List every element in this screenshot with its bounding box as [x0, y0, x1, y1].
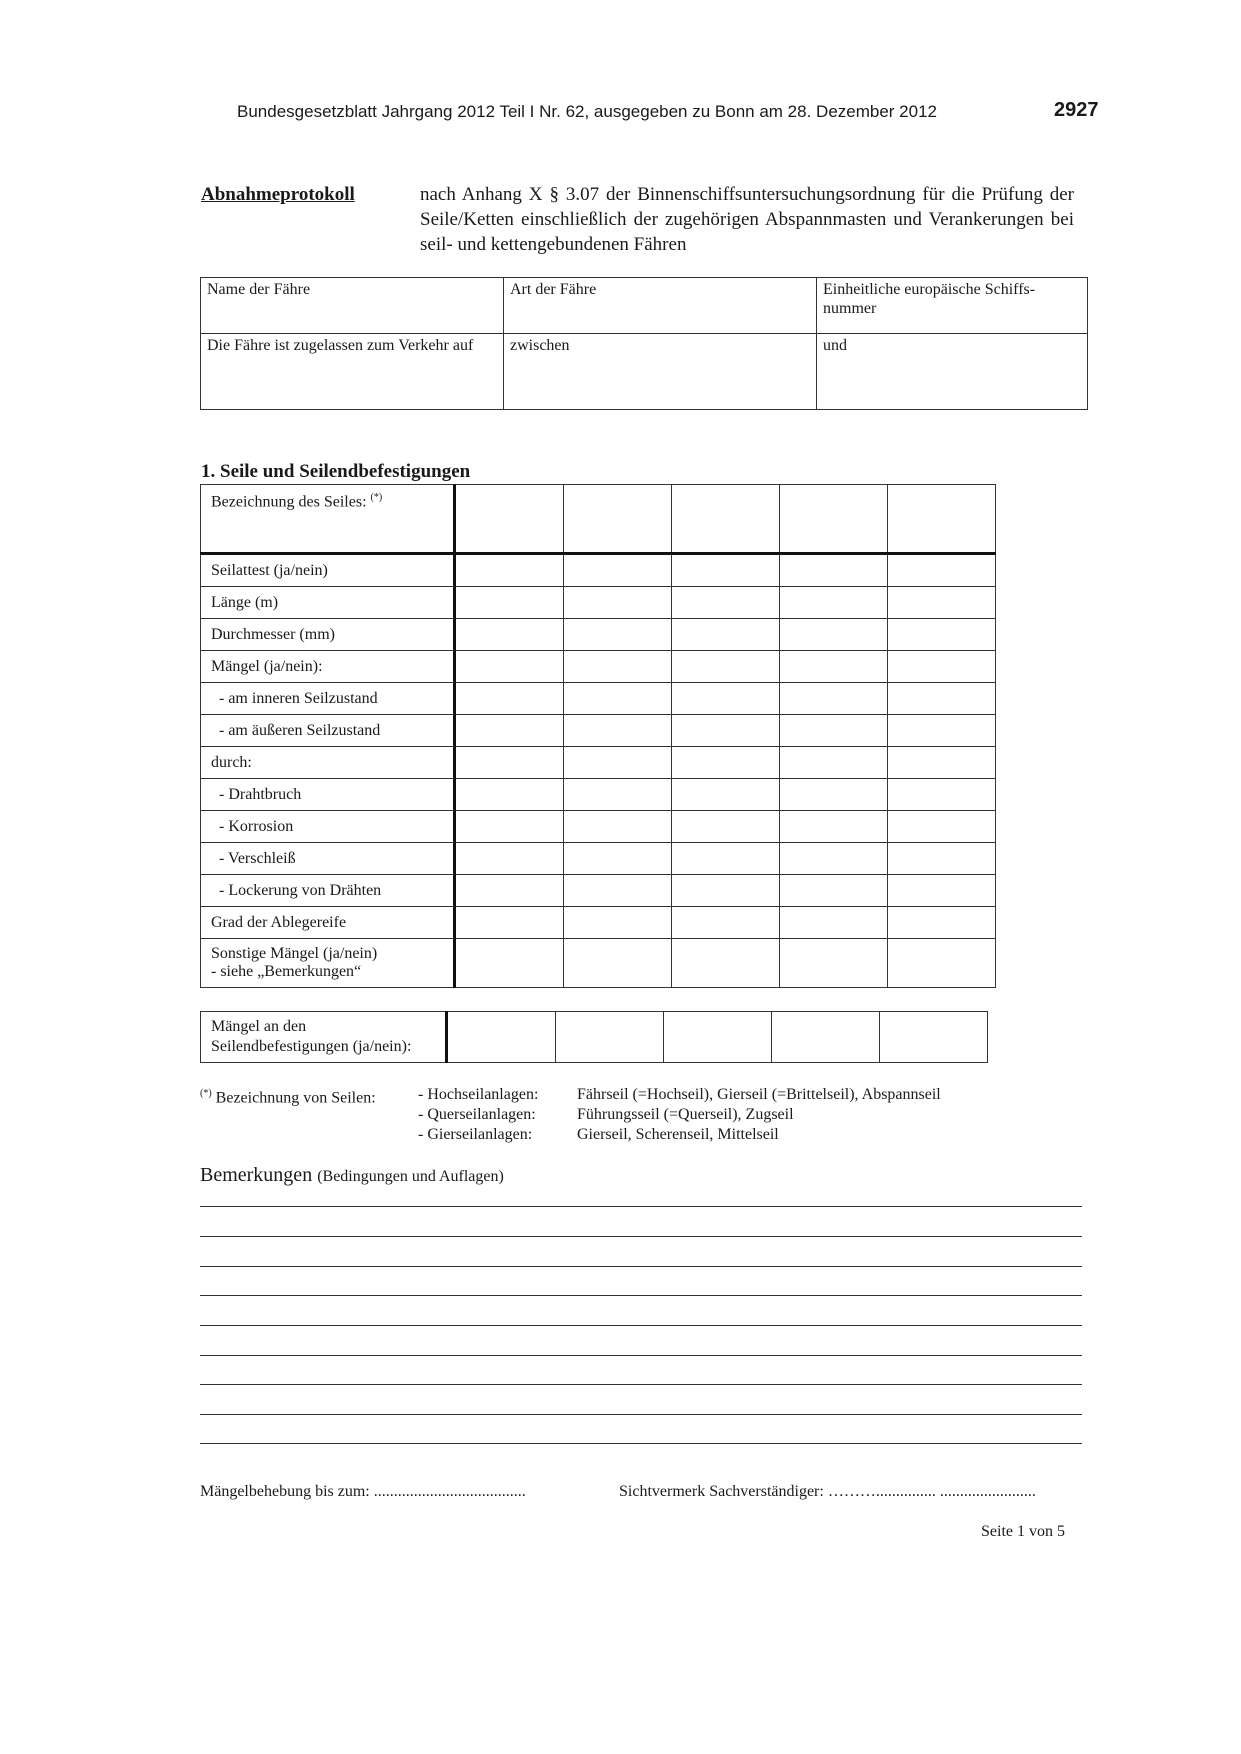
footnote-values [577, 1085, 941, 1145]
rope-cell[interactable] [564, 715, 672, 747]
rope-cell[interactable] [780, 683, 888, 715]
remarks-line[interactable] [200, 1206, 1082, 1207]
rope-cell[interactable] [888, 811, 996, 843]
table-row [201, 1012, 988, 1063]
rope-cell[interactable] [564, 485, 672, 554]
table-row [201, 747, 996, 779]
footnote-marker: (*) [370, 492, 383, 503]
rope-cell[interactable] [780, 843, 888, 875]
rope-cell[interactable] [455, 554, 564, 587]
rope-cell[interactable] [672, 619, 780, 651]
rope-cell[interactable] [672, 747, 780, 779]
rope-cell[interactable] [455, 939, 564, 988]
european-vessel-number-field[interactable]: Einheitliche europäische Schiffs-nummer [817, 278, 1088, 334]
footnote-value: Führungsseil (=Querseil), Zugseil [577, 1106, 794, 1123]
page-count: Seite 1 von 5 [981, 1523, 1065, 1540]
footnote-value: Fährseil (=Hochseil), Gierseil (=Brittelseil), Abspannseil [577, 1086, 941, 1103]
row-label: Mängel (ja/nein): [201, 651, 455, 683]
rope-cell[interactable] [888, 747, 996, 779]
rope-cell[interactable] [672, 651, 780, 683]
table-row [201, 554, 996, 587]
rope-cell[interactable] [780, 715, 888, 747]
remarks-line[interactable] [200, 1266, 1082, 1267]
running-header: Bundesgesetzblatt Jahrgang 2012 Teil I Nr. 62, ausgegeben zu Bonn am 28. Dezember 2012 [237, 102, 937, 121]
rope-cell[interactable] [888, 715, 996, 747]
rope-cell[interactable] [564, 554, 672, 587]
table-row [201, 715, 996, 747]
remarks-subtitle: (Bedingungen und Auflagen) [317, 1168, 504, 1185]
remarks-line[interactable] [200, 1443, 1082, 1444]
rope-cell[interactable] [888, 651, 996, 683]
remarks-title: Bemerkungen [200, 1164, 313, 1186]
row-label: - Drahtbruch [201, 779, 455, 811]
rope-cell[interactable] [455, 619, 564, 651]
rope-cell[interactable] [672, 554, 780, 587]
remarks-line[interactable] [200, 1325, 1082, 1326]
rope-cell[interactable] [888, 843, 996, 875]
rope-cell[interactable] [564, 619, 672, 651]
inspector-signature-field[interactable]: Sichtvermerk Sachverständiger: ………............... ........................ [619, 1483, 1036, 1500]
fixing-cell[interactable] [447, 1012, 556, 1063]
row-label: Länge (m) [201, 587, 455, 619]
fixing-line2: Seilendbefestigungen (ja/nein): [211, 1038, 412, 1055]
footnote-label-text: Bezeichnung von Seilen: [215, 1089, 376, 1107]
rope-cell[interactable] [780, 554, 888, 587]
rope-cell[interactable] [780, 651, 888, 683]
fixing-cell[interactable] [664, 1012, 772, 1063]
rope-cell[interactable] [455, 811, 564, 843]
rope-cell[interactable] [672, 779, 780, 811]
rope-inspection-table [200, 484, 996, 988]
rope-cell[interactable] [564, 811, 672, 843]
rope-cell[interactable] [564, 683, 672, 715]
row-label: - Lockerung von Drähten [201, 875, 455, 907]
table-row [201, 843, 996, 875]
rope-cell[interactable] [780, 587, 888, 619]
rope-cell[interactable] [455, 779, 564, 811]
table-row [201, 811, 996, 843]
rope-cell[interactable] [888, 485, 996, 554]
rope-cell[interactable] [780, 907, 888, 939]
ferry-name-field[interactable]: Name der Fähre [201, 278, 504, 334]
table-row [201, 907, 996, 939]
document-title: Abnahmeprotokoll [201, 184, 355, 205]
page-number: 2927 [1054, 99, 1099, 121]
rope-cell[interactable] [564, 747, 672, 779]
row-label: Durchmesser (mm) [201, 619, 455, 651]
rope-end-fixing-table [200, 1011, 988, 1063]
footnote-marker: (*) [200, 1088, 212, 1099]
rope-cell[interactable] [780, 875, 888, 907]
rope-cell[interactable] [564, 779, 672, 811]
table-row [201, 587, 996, 619]
row-label-other-defects [201, 939, 455, 988]
rope-cell[interactable] [455, 651, 564, 683]
approved-route-field[interactable]: Die Fähre ist zugelassen zum Verkehr auf [201, 334, 504, 410]
rope-cell[interactable] [564, 843, 672, 875]
rope-cell[interactable] [888, 875, 996, 907]
rope-cell[interactable] [455, 485, 564, 554]
section-heading: 1. Seile und Seilendbefestigungen [201, 461, 471, 482]
fixing-line1: Mängel an den [211, 1018, 307, 1035]
rope-cell[interactable] [564, 651, 672, 683]
fixing-cell[interactable] [556, 1012, 664, 1063]
rope-cell[interactable] [780, 811, 888, 843]
rope-cell[interactable] [888, 619, 996, 651]
rope-cell[interactable] [564, 907, 672, 939]
rope-cell[interactable] [672, 485, 780, 554]
table-row [201, 619, 996, 651]
rope-cell[interactable] [672, 715, 780, 747]
rope-cell[interactable] [672, 939, 780, 988]
remarks-line[interactable] [200, 1355, 1082, 1356]
rope-cell[interactable] [672, 875, 780, 907]
rope-cell[interactable] [455, 875, 564, 907]
footnote-type: - Querseilanlagen: [418, 1106, 536, 1123]
footnote-types [418, 1085, 538, 1145]
rope-cell[interactable] [672, 843, 780, 875]
route-and-field[interactable]: und [817, 334, 1088, 410]
rope-cell[interactable] [888, 683, 996, 715]
rope-cell[interactable] [564, 875, 672, 907]
row-label: - am inneren Seilzustand [201, 683, 455, 715]
rope-cell[interactable] [564, 939, 672, 988]
row-label: - Korrosion [201, 811, 455, 843]
table-row [201, 683, 996, 715]
remarks-heading [200, 1164, 504, 1187]
rope-designation-label [201, 485, 455, 554]
rope-cell[interactable] [888, 939, 996, 988]
footnote-value: Gierseil, Scherenseil, Mittelseil [577, 1126, 779, 1143]
rope-cell[interactable] [455, 747, 564, 779]
fixing-cell[interactable] [772, 1012, 880, 1063]
remarks-line[interactable] [200, 1414, 1082, 1415]
rope-cell[interactable] [780, 619, 888, 651]
rope-cell[interactable] [672, 811, 780, 843]
rope-cell[interactable] [455, 683, 564, 715]
fixing-cell[interactable] [880, 1012, 988, 1063]
rope-cell[interactable] [564, 587, 672, 619]
table-row [201, 485, 996, 554]
defect-deadline-field[interactable]: Mängelbehebung bis zum: ...................................... [200, 1483, 526, 1500]
ferry-type-field[interactable]: Art der Fähre [504, 278, 817, 334]
row-label: - am äußeren Seilzustand [201, 715, 455, 747]
remarks-line[interactable] [200, 1295, 1082, 1296]
row-label: Grad der Ablegereife [201, 907, 455, 939]
rope-cell[interactable] [672, 907, 780, 939]
row-label: durch: [201, 747, 455, 779]
route-between-field[interactable]: zwischen [504, 334, 817, 410]
rope-cell[interactable] [780, 779, 888, 811]
rope-cell[interactable] [455, 587, 564, 619]
other-defects-line1: Sonstige Mängel (ja/nein) [211, 945, 378, 962]
document-subtitle: nach Anhang X § 3.07 der Binnenschiffsuntersuchungsordnung für die Prüfung der Seile/Ketten einschließlich der zugehörigen Abspannmasten und Verankerungen bei seil- und kettengebundenen Fähren [420, 184, 1074, 255]
rope-cell[interactable] [888, 554, 996, 587]
other-defects-line2: - siehe „Bemerkungen“ [211, 963, 362, 980]
rope-cell[interactable] [780, 939, 888, 988]
remarks-line[interactable] [200, 1236, 1082, 1237]
table-row [201, 939, 996, 988]
row-label: - Verschleiß [201, 843, 455, 875]
rope-cell[interactable] [888, 907, 996, 939]
ferry-info-table [200, 277, 1088, 410]
table-row [201, 779, 996, 811]
row-label-fixing [201, 1012, 447, 1063]
row-label: Seilattest (ja/nein) [201, 554, 455, 587]
rope-designation-text: Bezeichnung des Seiles: [211, 493, 367, 511]
footnote-label [200, 1084, 376, 1108]
table-row [201, 875, 996, 907]
rope-cell[interactable] [455, 907, 564, 939]
rope-cell[interactable] [888, 779, 996, 811]
remarks-line[interactable] [200, 1384, 1082, 1385]
footnote-type: - Hochseilanlagen: [418, 1086, 539, 1103]
rope-cell[interactable] [455, 843, 564, 875]
rope-cell[interactable] [455, 715, 564, 747]
table-row [201, 651, 996, 683]
rope-cell[interactable] [888, 587, 996, 619]
rope-cell[interactable] [672, 683, 780, 715]
rope-cell[interactable] [780, 747, 888, 779]
rope-cell[interactable] [780, 485, 888, 554]
rope-cell[interactable] [672, 587, 780, 619]
footnote-type: - Gierseilanlagen: [418, 1126, 533, 1143]
